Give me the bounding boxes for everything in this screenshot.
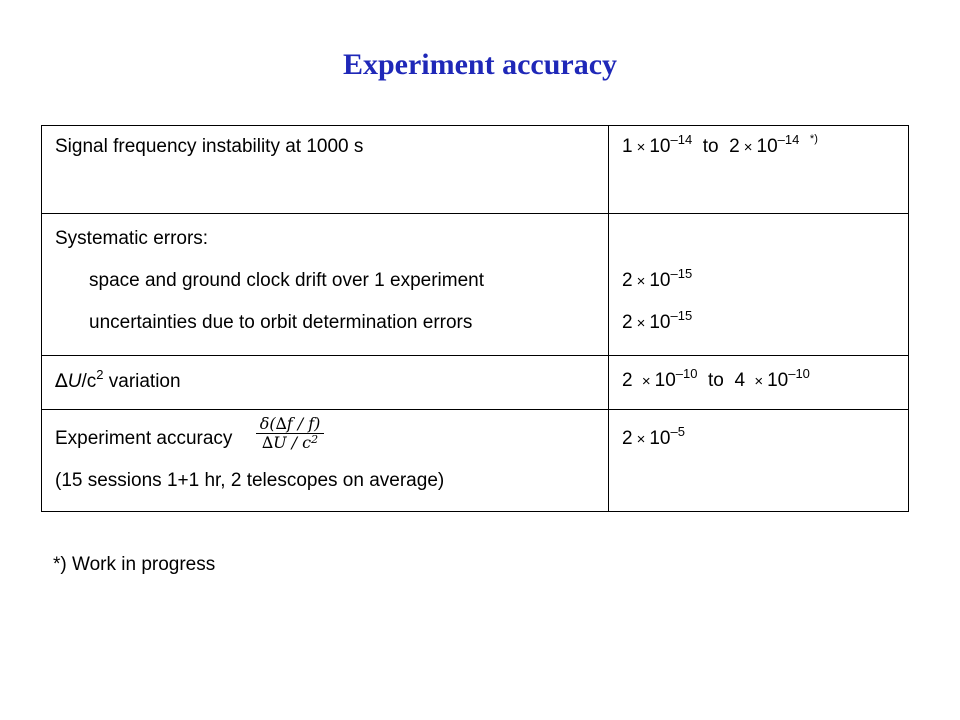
row-label-cell	[42, 126, 609, 214]
instability-value: $1 \times 10^{-14}$ to $2 \times 10^{-14}$ *)	[622, 132, 818, 157]
row-value-cell	[609, 410, 909, 512]
potential-variation-value: $2 \times 10^{-10}$ to $4 \times 10^{-10}$	[622, 366, 810, 391]
experiment-accuracy-value: $2 \times 10^{-5}$	[622, 424, 685, 449]
systematic-errors-label: Systematic errors:	[55, 228, 209, 249]
table-row	[42, 356, 909, 410]
row-value-cell	[609, 126, 909, 214]
row-label-cell	[42, 356, 609, 410]
instability-label: Signal frequency instability at 1000 s	[55, 136, 364, 157]
sessions-note: (15 sessions 1+1 hr, 2 telescopes on average)	[55, 470, 445, 491]
row-label-cell	[42, 214, 609, 356]
clock-drift-label: space and ground clock drift over 1 experiment	[89, 270, 484, 291]
slide-title: Experiment accuracy	[342, 48, 618, 81]
table-row	[42, 410, 909, 512]
table-row	[42, 214, 909, 356]
orbit-errors-value: $2 \times 10^{-15}$	[622, 308, 693, 333]
table-row	[42, 126, 909, 214]
potential-variation-label: $\Delta U/c^2$ variation	[55, 367, 181, 392]
accuracy-table	[41, 125, 909, 512]
accuracy-formula: $\frac{\delta(\Delta f / f)}{\Delta U / c^2}$	[256, 415, 325, 454]
footnote: *) Work in progress	[53, 554, 216, 575]
clock-drift-value: $2 \times 10^{-15}$	[622, 266, 693, 291]
footnote-marker: *)	[809, 133, 818, 145]
row-value-cell	[609, 214, 909, 356]
row-label-cell	[42, 410, 609, 512]
orbit-errors-label: uncertainties due to orbit determination errors	[89, 312, 473, 333]
experiment-accuracy-label: Experiment accuracy $\frac{\delta(\Delta f / f)}{\Delta U / c^2}$	[55, 418, 608, 460]
row-value-cell	[609, 356, 909, 410]
